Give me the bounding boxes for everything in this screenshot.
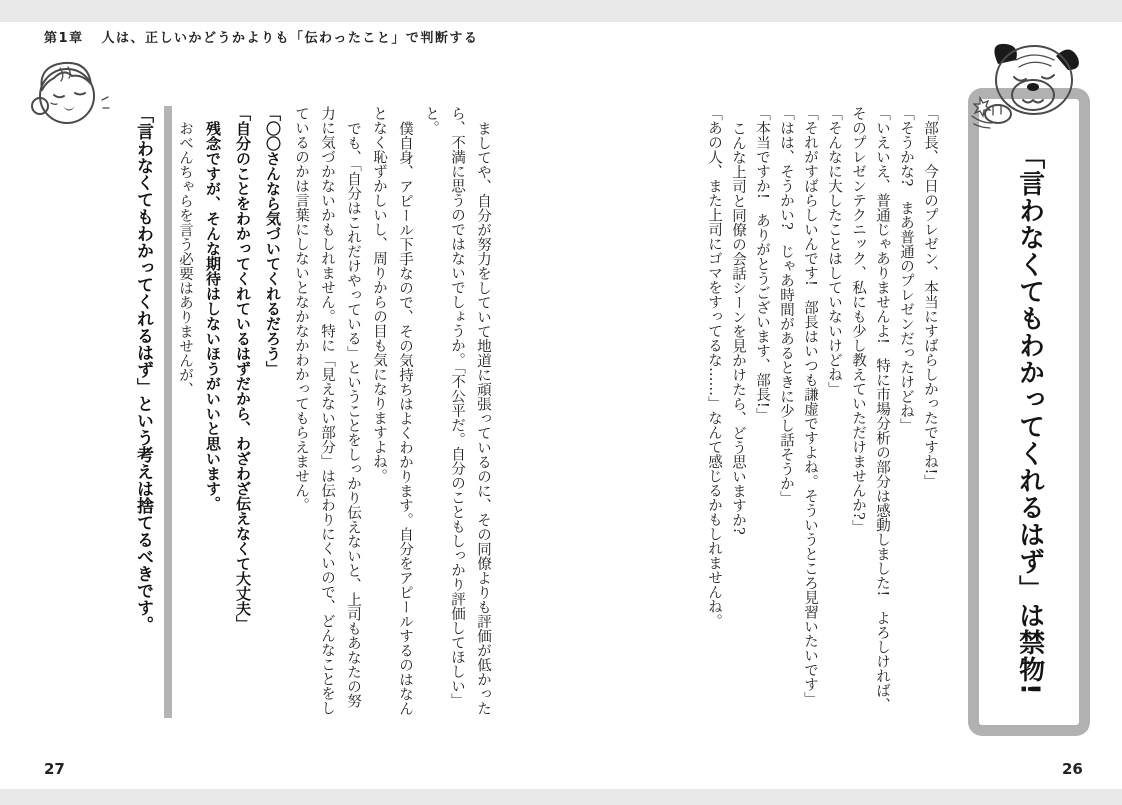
- body-paragraph: 僕自身、アピール下手なので、その気持ちはよくわかります。自分をアピールするのはなんとなく恥ずかしいし、周りからの目も気になりますよね。: [371, 106, 413, 715]
- body-paragraph: おべんちゃらを言う必要はありませんが、: [177, 120, 193, 396]
- body-paragraph: でも、「自分はこれだけやっている」ということをしっかり伝えないと、上司もあなたの努力に気づかないかもしれません。特に「見えない部分」は伝わりにくいので、どんなことをしているのかは言葉にしないとなかなかわかってもらえません。: [293, 106, 361, 715]
- key-message-with-bar: 「言わなくてもわかってくれるはず」という考えは捨てるべきです。: [128, 106, 172, 718]
- page-number-left: 27: [44, 760, 65, 778]
- left-page-text: [24, 106, 496, 718]
- dialogue-line: 「はは、そうかい? じゃあ時間があるときに少し話そうか」: [778, 106, 794, 506]
- running-head: [44, 27, 478, 46]
- dialogue-line: 「部長、今日のプレゼン、本当にすばらしかったですね!」: [922, 106, 938, 489]
- right-page-text: [642, 106, 942, 718]
- bottom-band: [0, 789, 1122, 805]
- emphasis-line: 「〇〇さんなら気づいてくれるだろう」: [264, 106, 282, 376]
- section-headline: 「言わなくてもわかってくれるはず」は禁物!: [1014, 142, 1045, 696]
- dialogue-line: 「いえいえ、普通じゃありませんよ! 特に市場分析の部分は感動しました! よろしければ、そのプレゼンテクニック、私にも少し教えていただけませんか?」: [850, 106, 890, 713]
- chapter-label: 第1章: [44, 31, 84, 46]
- dialogue-line: 「そんなに大したことはしていないけどね」: [826, 106, 842, 396]
- page-number-right: 26: [1062, 760, 1083, 778]
- chapter-title: 人は、正しいかどうかよりも「伝わったこと」で判断する: [101, 31, 479, 46]
- headline-box-inner: [979, 99, 1079, 725]
- dialogue-line: 「それがすばらしいんです! 部長はいつも謙虚ですよね。そういうところ見習いたいです」: [802, 106, 818, 707]
- headline-box: [968, 88, 1090, 736]
- body-paragraph: ましてや、自分が努力をしていて地道に頑張っているのに、その同僚よりも評価が低かったら、不満に思うのではないでしょうか。「不公平だ。自分のこともしっかり評価してほしい」と。: [423, 106, 491, 715]
- dialogue-line: 「本当ですか! ありがとうございます、部長!」: [754, 106, 770, 423]
- pug-dog-illustration: [964, 36, 1098, 132]
- emphasis-line: 残念ですが、そんな期待はしないほうがいいと思います。: [204, 121, 222, 511]
- dialogue-line: 「そうかな? まあ普通のプレゼンだったけどね」: [898, 106, 914, 433]
- body-paragraph: こんな上司と同僚の会話シーンを見かけたら、どう思いますか?: [730, 120, 746, 535]
- top-band: [0, 0, 1122, 22]
- emphasis-line: 「自分のことをわかってくれているはずだから、わざわざ伝えなくて大丈夫」: [234, 106, 252, 631]
- body-paragraph: 「あの人、また上司にゴマをすってるな……」なんて感じるかもしれませんね。: [706, 106, 722, 628]
